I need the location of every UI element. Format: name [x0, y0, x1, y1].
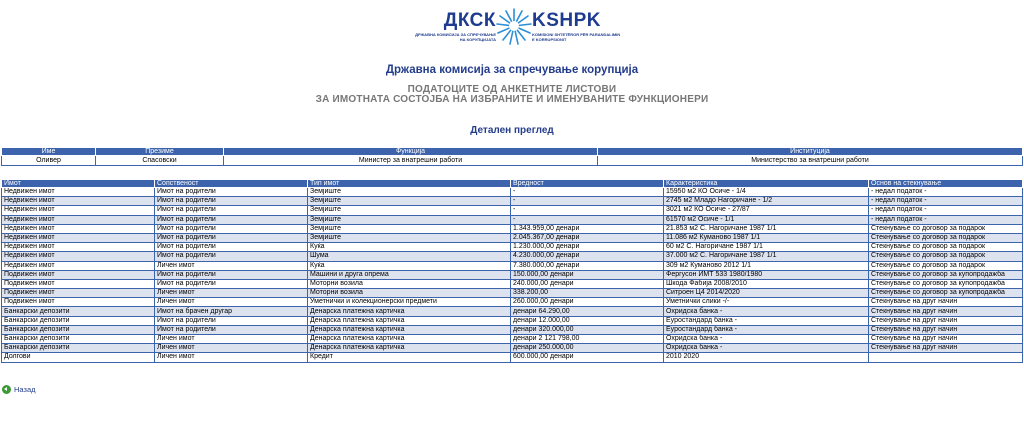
table-cell: Недвижен имот	[2, 233, 155, 242]
assets-header-cell: Тип имот	[308, 180, 511, 188]
dksk-logo	[414, 6, 621, 60]
table-cell: Банкарски депозити	[2, 344, 155, 353]
table-cell: 4.230.000,00 денари	[511, 252, 664, 261]
table-cell: Стекнување на друг начин	[869, 344, 1023, 353]
assets-header-cell: Основ на стекнување	[869, 180, 1023, 188]
table-cell: Земјиште	[308, 233, 511, 242]
logo-left-small: ДРЖАВНА КОМИСИЈА ЗА СПРЕЧУВАЊЕ НА КОРУПЦИЈАТА	[415, 32, 496, 42]
table-cell: Имот на родители	[155, 279, 308, 288]
table-cell: Еуростандард банка -	[664, 316, 869, 325]
table-cell: Личен имот	[155, 335, 308, 344]
table-cell: Недвижен имот	[2, 252, 155, 261]
table-cell: Стекнување на друг начин	[869, 298, 1023, 307]
logo-right-small: KOMISIONI SHTETËROR PËR PARANDALIMIN E KORRUPSIONIT	[532, 32, 621, 42]
table-cell: 309 м2 Куманово 2012 1/1	[664, 261, 869, 270]
table-cell: -	[511, 206, 664, 215]
table-cell: 260.000,00 денари	[511, 298, 664, 307]
table-cell: Недвижен имот	[2, 215, 155, 224]
table-cell: - недал податок -	[869, 206, 1023, 215]
table-cell: 1.230.000,00 денари	[511, 243, 664, 252]
table-cell: Личен имот	[155, 261, 308, 270]
table-cell: Имот на родители	[155, 316, 308, 325]
table-cell: Денарска платежна картичка	[308, 307, 511, 316]
table-cell: Имот на родители	[155, 224, 308, 233]
table-row	[2, 279, 1023, 288]
table-cell: Денарска платежна картичка	[308, 316, 511, 325]
person-data-row	[2, 156, 1023, 166]
table-cell: 2745 м2 Младо Нагоричане - 1/2	[664, 197, 869, 206]
table-cell: 240.000,00 денари	[511, 279, 664, 288]
table-row	[2, 261, 1023, 270]
table-cell: Стекнување на друг начин	[869, 316, 1023, 325]
table-cell: 11.086 м2 Куманово 1987 1/1	[664, 233, 869, 242]
table-cell: Фергусон ИМТ 533 1980/1980	[664, 270, 869, 279]
table-cell: 2010 2020	[664, 353, 869, 362]
table-cell: -	[511, 188, 664, 197]
assets-header-cell: Карактеристика	[664, 180, 869, 188]
table-row	[2, 325, 1023, 334]
person-table	[1, 147, 1023, 166]
person-first-name: Оливер	[2, 156, 96, 166]
table-cell: Имот на родители	[155, 215, 308, 224]
logo-burst-icon	[494, 6, 534, 60]
logo-right-text: KSHPK	[532, 10, 602, 31]
assets-table	[1, 179, 1023, 363]
page-subtitle-1: ПОДАТОЦИТЕ ОД АНКЕТНИТЕ ЛИСТОВИ	[407, 84, 617, 95]
table-cell: Денарска платежна картичка	[308, 325, 511, 334]
table-cell: Денарска платежна картичка	[308, 335, 511, 344]
table-cell: 338.200,00	[511, 289, 664, 298]
table-cell: Земјиште	[308, 224, 511, 233]
table-cell: 150.000,00 денари	[511, 270, 664, 279]
table-cell: 21.853 м2 С. Нагоричане 1987 1/1	[664, 224, 869, 233]
detail-heading: Детален преглед	[470, 125, 554, 136]
table-cell: Куќа	[308, 243, 511, 252]
table-cell: - недал податок -	[869, 188, 1023, 197]
table-cell: 15950 м2 КО Осиче - 1/4	[664, 188, 869, 197]
table-cell: -	[511, 215, 664, 224]
assets-header-cell: Сопственост	[155, 180, 308, 188]
assets-header-row	[2, 180, 1023, 188]
table-cell: Стекнување со договор за купопродажба	[869, 270, 1023, 279]
table-cell: Банкарски депозити	[2, 325, 155, 334]
table-row	[2, 252, 1023, 261]
table-cell: Земјиште	[308, 188, 511, 197]
table-cell: Банкарски депозити	[2, 307, 155, 316]
table-cell	[869, 353, 1023, 362]
table-cell: Еуростандард банка -	[664, 325, 869, 334]
table-row	[2, 215, 1023, 224]
table-cell: Недвижен имот	[2, 261, 155, 270]
assets-header-cell: Имот	[2, 180, 155, 188]
table-cell: Охридска банка -	[664, 307, 869, 316]
person-header-row	[2, 148, 1023, 156]
table-cell: Куќа	[308, 261, 511, 270]
table-cell: денари 320.000,00	[511, 325, 664, 334]
back-arrow-icon	[2, 385, 11, 394]
assets-header-cell: Вредност	[511, 180, 664, 188]
table-cell: Моторни возила	[308, 289, 511, 298]
table-cell: денари 2 121 798,00	[511, 335, 664, 344]
assets-body	[2, 188, 1023, 363]
table-cell: Недвижен имот	[2, 197, 155, 206]
table-row	[2, 316, 1023, 325]
page-title: Државна комисија за спречување корупција	[385, 64, 639, 76]
person-header-cell: Функција	[224, 148, 598, 156]
table-cell: - недал податок -	[869, 197, 1023, 206]
table-cell: Земјиште	[308, 215, 511, 224]
table-cell: Стекнување на друг начин	[869, 335, 1023, 344]
table-cell: Стекнување со договор за подарок	[869, 233, 1023, 242]
person-header-cell: Институција	[598, 148, 1023, 156]
table-cell: -	[511, 197, 664, 206]
table-cell: - недал податок -	[869, 215, 1023, 224]
table-cell: Земјиште	[308, 197, 511, 206]
table-cell: Стекнување со договор за подарок	[869, 261, 1023, 270]
table-cell: денари 64.290,00	[511, 307, 664, 316]
table-cell: 61570 м2 Осиче - 1/1	[664, 215, 869, 224]
table-cell: Уметнички и колекционерски предмети	[308, 298, 511, 307]
table-row	[2, 233, 1023, 242]
table-cell: Недвижен имот	[2, 188, 155, 197]
table-cell: Имот на родители	[155, 188, 308, 197]
table-cell: Кредит	[308, 353, 511, 362]
table-cell: Охридска банка -	[664, 335, 869, 344]
table-cell: Имот на родители	[155, 325, 308, 334]
table-cell: Имот на родители	[155, 270, 308, 279]
person-institution: Министерство за внатрешни работи	[598, 156, 1023, 166]
table-cell: Личен имот	[155, 298, 308, 307]
table-cell: Имот на родители	[155, 206, 308, 215]
table-cell: Стекнување со договор за подарок	[869, 252, 1023, 261]
table-cell: Шкода Фабија 2008/2010	[664, 279, 869, 288]
table-cell: Уметнички слики -/-	[664, 298, 869, 307]
table-cell: Имот на родители	[155, 243, 308, 252]
table-cell: Подвижен имот	[2, 289, 155, 298]
table-cell: 1.343.959,00 денари	[511, 224, 664, 233]
table-cell: Ситроен Ц4 2014/2020	[664, 289, 869, 298]
table-row	[2, 197, 1023, 206]
table-cell: Стекнување на друг начин	[869, 325, 1023, 334]
table-cell: Земјиште	[308, 206, 511, 215]
table-row	[2, 289, 1023, 298]
table-cell: Личен имот	[155, 344, 308, 353]
table-cell: Стекнување со договор за купопродажба	[869, 279, 1023, 288]
table-row	[2, 188, 1023, 197]
table-cell: Банкарски депозити	[2, 316, 155, 325]
table-cell: Имот на родители	[155, 233, 308, 242]
back-link[interactable]	[2, 385, 36, 394]
table-cell: Подвижен имот	[2, 298, 155, 307]
table-row	[2, 224, 1023, 233]
table-cell: Недвижен имот	[2, 224, 155, 233]
table-cell: Стекнување со договор за подарок	[869, 224, 1023, 233]
table-cell: денари 12.000,00	[511, 316, 664, 325]
table-row	[2, 206, 1023, 215]
table-cell: Имот на родители	[155, 197, 308, 206]
person-last-name: Спасовски	[96, 156, 224, 166]
table-row	[2, 344, 1023, 353]
page-subtitle-2: ЗА ИМОТНАТА СОСТОЈБА НА ИЗБРАНИТЕ И ИМЕНУВАНИТЕ ФУНКЦИОНЕРИ	[315, 94, 709, 105]
table-cell: 7.380.000,00 денари	[511, 261, 664, 270]
table-cell: Банкарски депозити	[2, 335, 155, 344]
person-function: Министер за внатрешни работи	[224, 156, 598, 166]
table-row	[2, 307, 1023, 316]
table-cell: Долгови	[2, 353, 155, 362]
person-header-cell: Презиме	[96, 148, 224, 156]
table-row	[2, 270, 1023, 279]
table-cell: Недвижен имот	[2, 206, 155, 215]
table-cell: 2.045.367,00 денари	[511, 233, 664, 242]
table-row	[2, 353, 1023, 362]
table-cell: 600.000,00 денари	[511, 353, 664, 362]
table-cell: Моторни возила	[308, 279, 511, 288]
table-cell: Имот на брачен другар	[155, 307, 308, 316]
table-cell: Подвижен имот	[2, 279, 155, 288]
table-cell: Личен имот	[155, 289, 308, 298]
table-cell: Недвижен имот	[2, 243, 155, 252]
table-cell: 37.000 м2 С. Нагоричане 1987 1/1	[664, 252, 869, 261]
table-cell: Стекнување со договор за купопродажба	[869, 289, 1023, 298]
table-row	[2, 298, 1023, 307]
back-label[interactable]: Назад	[14, 385, 36, 394]
table-cell: Охридска банка -	[664, 344, 869, 353]
table-cell: Подвижен имот	[2, 270, 155, 279]
table-cell: Имот на родители	[155, 252, 308, 261]
table-cell: Шума	[308, 252, 511, 261]
table-cell: Стекнување со договор за подарок	[869, 243, 1023, 252]
table-cell: Личен имот	[155, 353, 308, 362]
table-cell: 60 м2 С. Нагоричане 1987 1/1	[664, 243, 869, 252]
person-header-cell: Име	[2, 148, 96, 156]
table-row	[2, 243, 1023, 252]
table-cell: 3021 м2 КО Осиче - 27/87	[664, 206, 869, 215]
logo-left-text: ДКСК	[443, 10, 496, 31]
table-cell: Машини и друга опрема	[308, 270, 511, 279]
table-cell: денари 250.000,00	[511, 344, 664, 353]
table-cell: Денарска платежна картичка	[308, 344, 511, 353]
table-cell: Стекнување на друг начин	[869, 307, 1023, 316]
table-row	[2, 335, 1023, 344]
